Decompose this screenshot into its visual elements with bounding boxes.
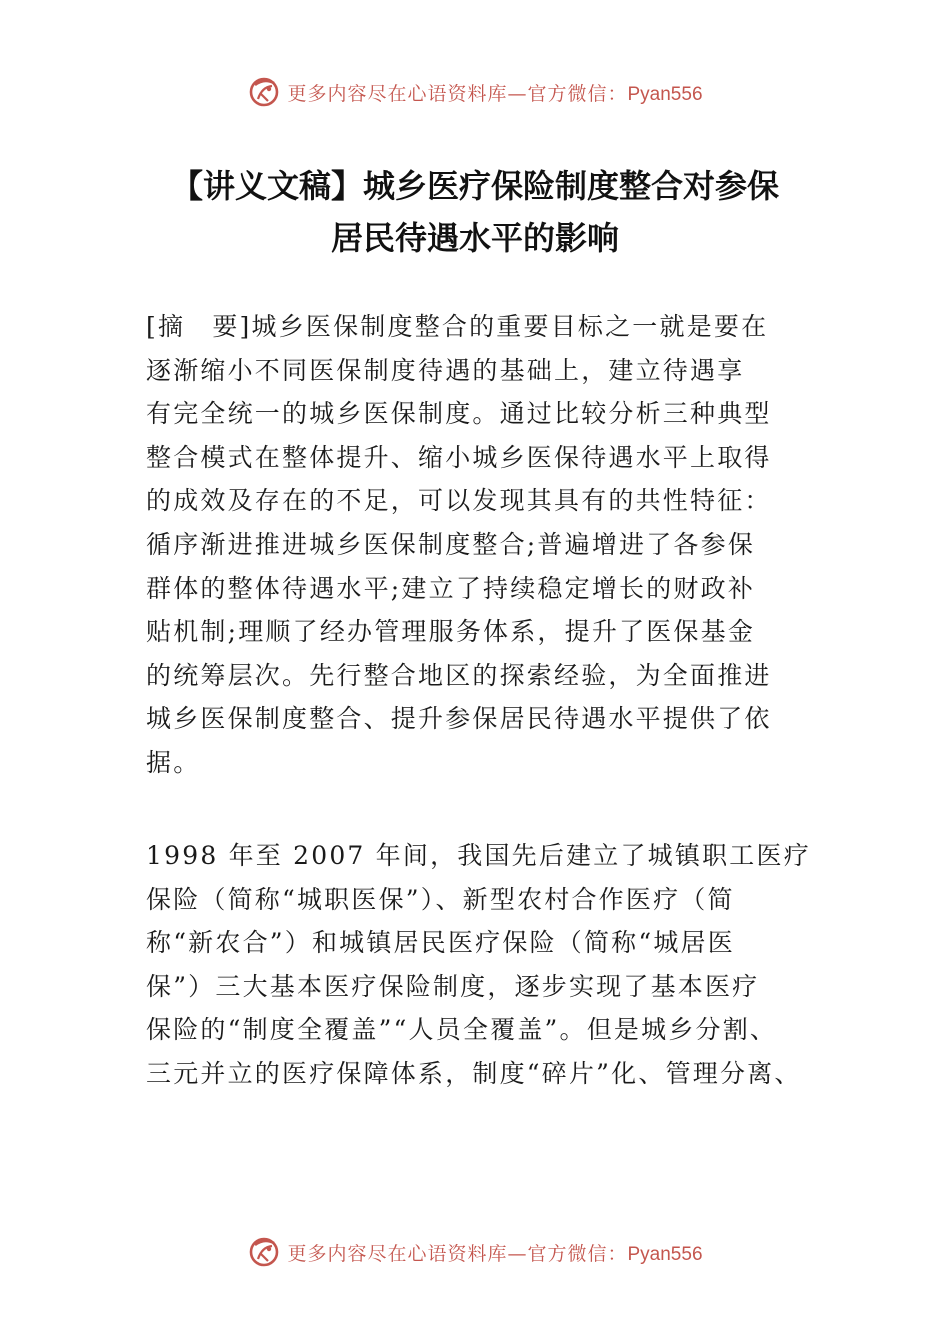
abstract-line: 贴机制;理顺了经办管理服务体系，提升了医保基金 [146,617,756,647]
brand-logo-icon [247,75,281,109]
body-line: 三元并立的医疗保障体系，制度“碎片”化、管理分离、 [146,1058,802,1088]
abstract-line: 循序渐进推进城乡医保制度整合;普遍增进了各参保 [146,529,756,559]
abstract-line: 的统筹层次。先行整合地区的探索经验，为全面推进 [146,660,772,690]
document-title [100,160,850,264]
body-line: 保险（简称“城职医保”）、新型农村合作医疗（简 [146,884,735,914]
brand-logo-icon [247,1235,281,1269]
abstract-line: 城乡医保制度整合、提升参保居民待遇水平提供了依 [146,704,772,734]
abstract-line: 有完全统一的城乡医保制度。通过比较分析三种典型 [146,399,772,429]
header-banner [0,72,950,112]
body-line: 保险的“制度全覆盖”“人员全覆盖”。但是城乡分割、 [146,1015,778,1045]
banner-slogan: 更多内容尽在心语资料库—官方微信： [287,1242,628,1265]
banner-text [287,1239,702,1266]
abstract-line: 的成效及存在的不足，可以发现其具有的共性特征： [146,486,772,516]
title-line-2: 居民待遇水平的影响 [330,219,619,257]
body-line: 称“新农合”）和城镇居民医疗保险（简称“城居医 [146,928,735,958]
abstract-paragraph [146,305,826,785]
banner-text [287,79,702,106]
abstract-line: 据。 [146,747,201,777]
banner-wechat-id: Pyan556 [627,83,703,105]
body-paragraph [146,834,826,1096]
abstract-line: 逐渐缩小不同医保制度待遇的基础上，建立待遇享 [146,355,745,385]
body-line: 保”）三大基本医疗保险制度，逐步实现了基本医疗 [146,971,760,1001]
abstract-line: [摘 要]城乡医保制度整合的重要目标之一就是要在 [146,312,769,341]
abstract-line: 群体的整体待遇水平;建立了持续稳定增长的财政补 [146,573,756,603]
banner-slogan: 更多内容尽在心语资料库—官方微信： [287,82,628,105]
banner-wechat-id: Pyan556 [627,1243,703,1265]
abstract-line: 整合模式在整体提升、缩小城乡医保待遇水平上取得 [146,442,772,472]
body-line: 1998 年至 2007 年间，我国先后建立了城镇职工医疗 [146,841,811,870]
title-line-1: 【讲义文稿】城乡医疗保险制度整合对参保 [170,167,779,205]
footer-banner [0,1232,950,1272]
